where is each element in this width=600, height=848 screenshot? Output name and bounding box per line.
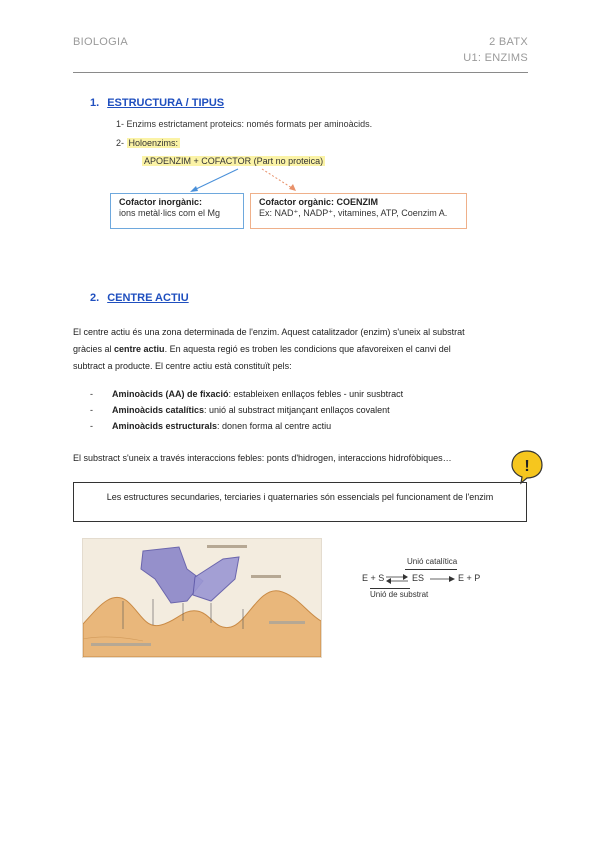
catalytic-union-line [405, 569, 457, 570]
structure-note-text: Les estructures secundaries, terciaries i quaternaries són essencials pel funcionament de l'enzim [106, 492, 494, 502]
equilibrium-arrows-icon [384, 572, 410, 586]
para-line-2: gràcies al centre actiu. En aquesta regió es troben les condicions que afavoreixen el canvi del [73, 344, 451, 354]
substrate-union-line [370, 588, 410, 589]
section1-title: ESTRUCTURA / TIPUS [107, 97, 225, 109]
organic-text: Ex: NAD⁺, NADP⁺, vitamines, ATP, Coenzim A. [259, 208, 448, 218]
bullet-catalytic: - Aminoàcids catalítics: unió al substract mitjançant enllaços covalent [90, 405, 390, 415]
organic-cofactor-box [250, 193, 467, 229]
item2-prefix: 2- [116, 138, 125, 148]
active-site-diagram [82, 538, 322, 658]
arrow-organic [262, 169, 292, 188]
section2-heading [90, 292, 189, 304]
header-course: 2 BATX [489, 36, 528, 48]
equation-enzyme-substrate: E + S [362, 573, 385, 583]
organic-title: Cofactor orgànic: COENZIM [259, 197, 379, 207]
equation-complex: ES [412, 573, 425, 583]
arrow-inorganic [194, 169, 238, 190]
section1-item2 [116, 138, 180, 148]
arrow-organic-head [289, 184, 296, 191]
warning-icon [509, 449, 545, 485]
inorganic-title: Cofactor inorgànic: [119, 197, 203, 207]
substrate-union-label: Unió de substrat [370, 590, 429, 599]
section1-heading [90, 97, 224, 109]
holoenzyme-formula: APOENZIM + COFACTOR (Part no proteica) [144, 156, 324, 166]
header-unit: U1: ENZIMS [463, 52, 528, 64]
equation-products: E + P [458, 573, 481, 583]
header-subject: BIOLOGIA [73, 36, 128, 48]
section1-item1: 1- Enzims estrictament proteics: només formats per aminoàcids. [116, 119, 373, 129]
active-site-paragraph [73, 324, 528, 375]
structure-note-box [73, 482, 527, 522]
catalytic-union-label: Unió catalítica [407, 557, 458, 566]
inorganic-cofactor-box [110, 193, 244, 229]
section2-title: CENTRE ACTIU [107, 292, 189, 304]
reaction-arrow-icon [428, 574, 456, 584]
bullet-fixation: - Aminoàcids (AA) de fixació: estableixen enllaços febles - unir susbtract [90, 389, 404, 399]
para-line-1: El centre actiu és una zona determinada de l'enzim. Aquest catalitzador (enzim) s'uneix al substrat [73, 327, 465, 337]
active-site-illustration [83, 539, 321, 657]
header-divider [73, 72, 528, 73]
weak-bonds-text: El substract s'uneix a través interaccions febles: ponts d'hidrogen, interaccions hidrofòbiques… [73, 453, 452, 463]
inorganic-text: ions metàl·lics com el Mg [119, 208, 221, 218]
bullet-structural: - Aminoàcids estructurals: donen forma al centre actiu [90, 421, 332, 431]
item2-label: Holoenzims: [128, 138, 179, 148]
section1-number: 1. [90, 97, 100, 109]
section2-number: 2. [90, 292, 100, 304]
svg-text:!: ! [524, 458, 530, 475]
formula-arrows [180, 166, 300, 196]
para-line-3: subtract a producte. El centre actiu està constituït pels: [73, 361, 292, 371]
arrow-inorganic-head [190, 186, 198, 192]
